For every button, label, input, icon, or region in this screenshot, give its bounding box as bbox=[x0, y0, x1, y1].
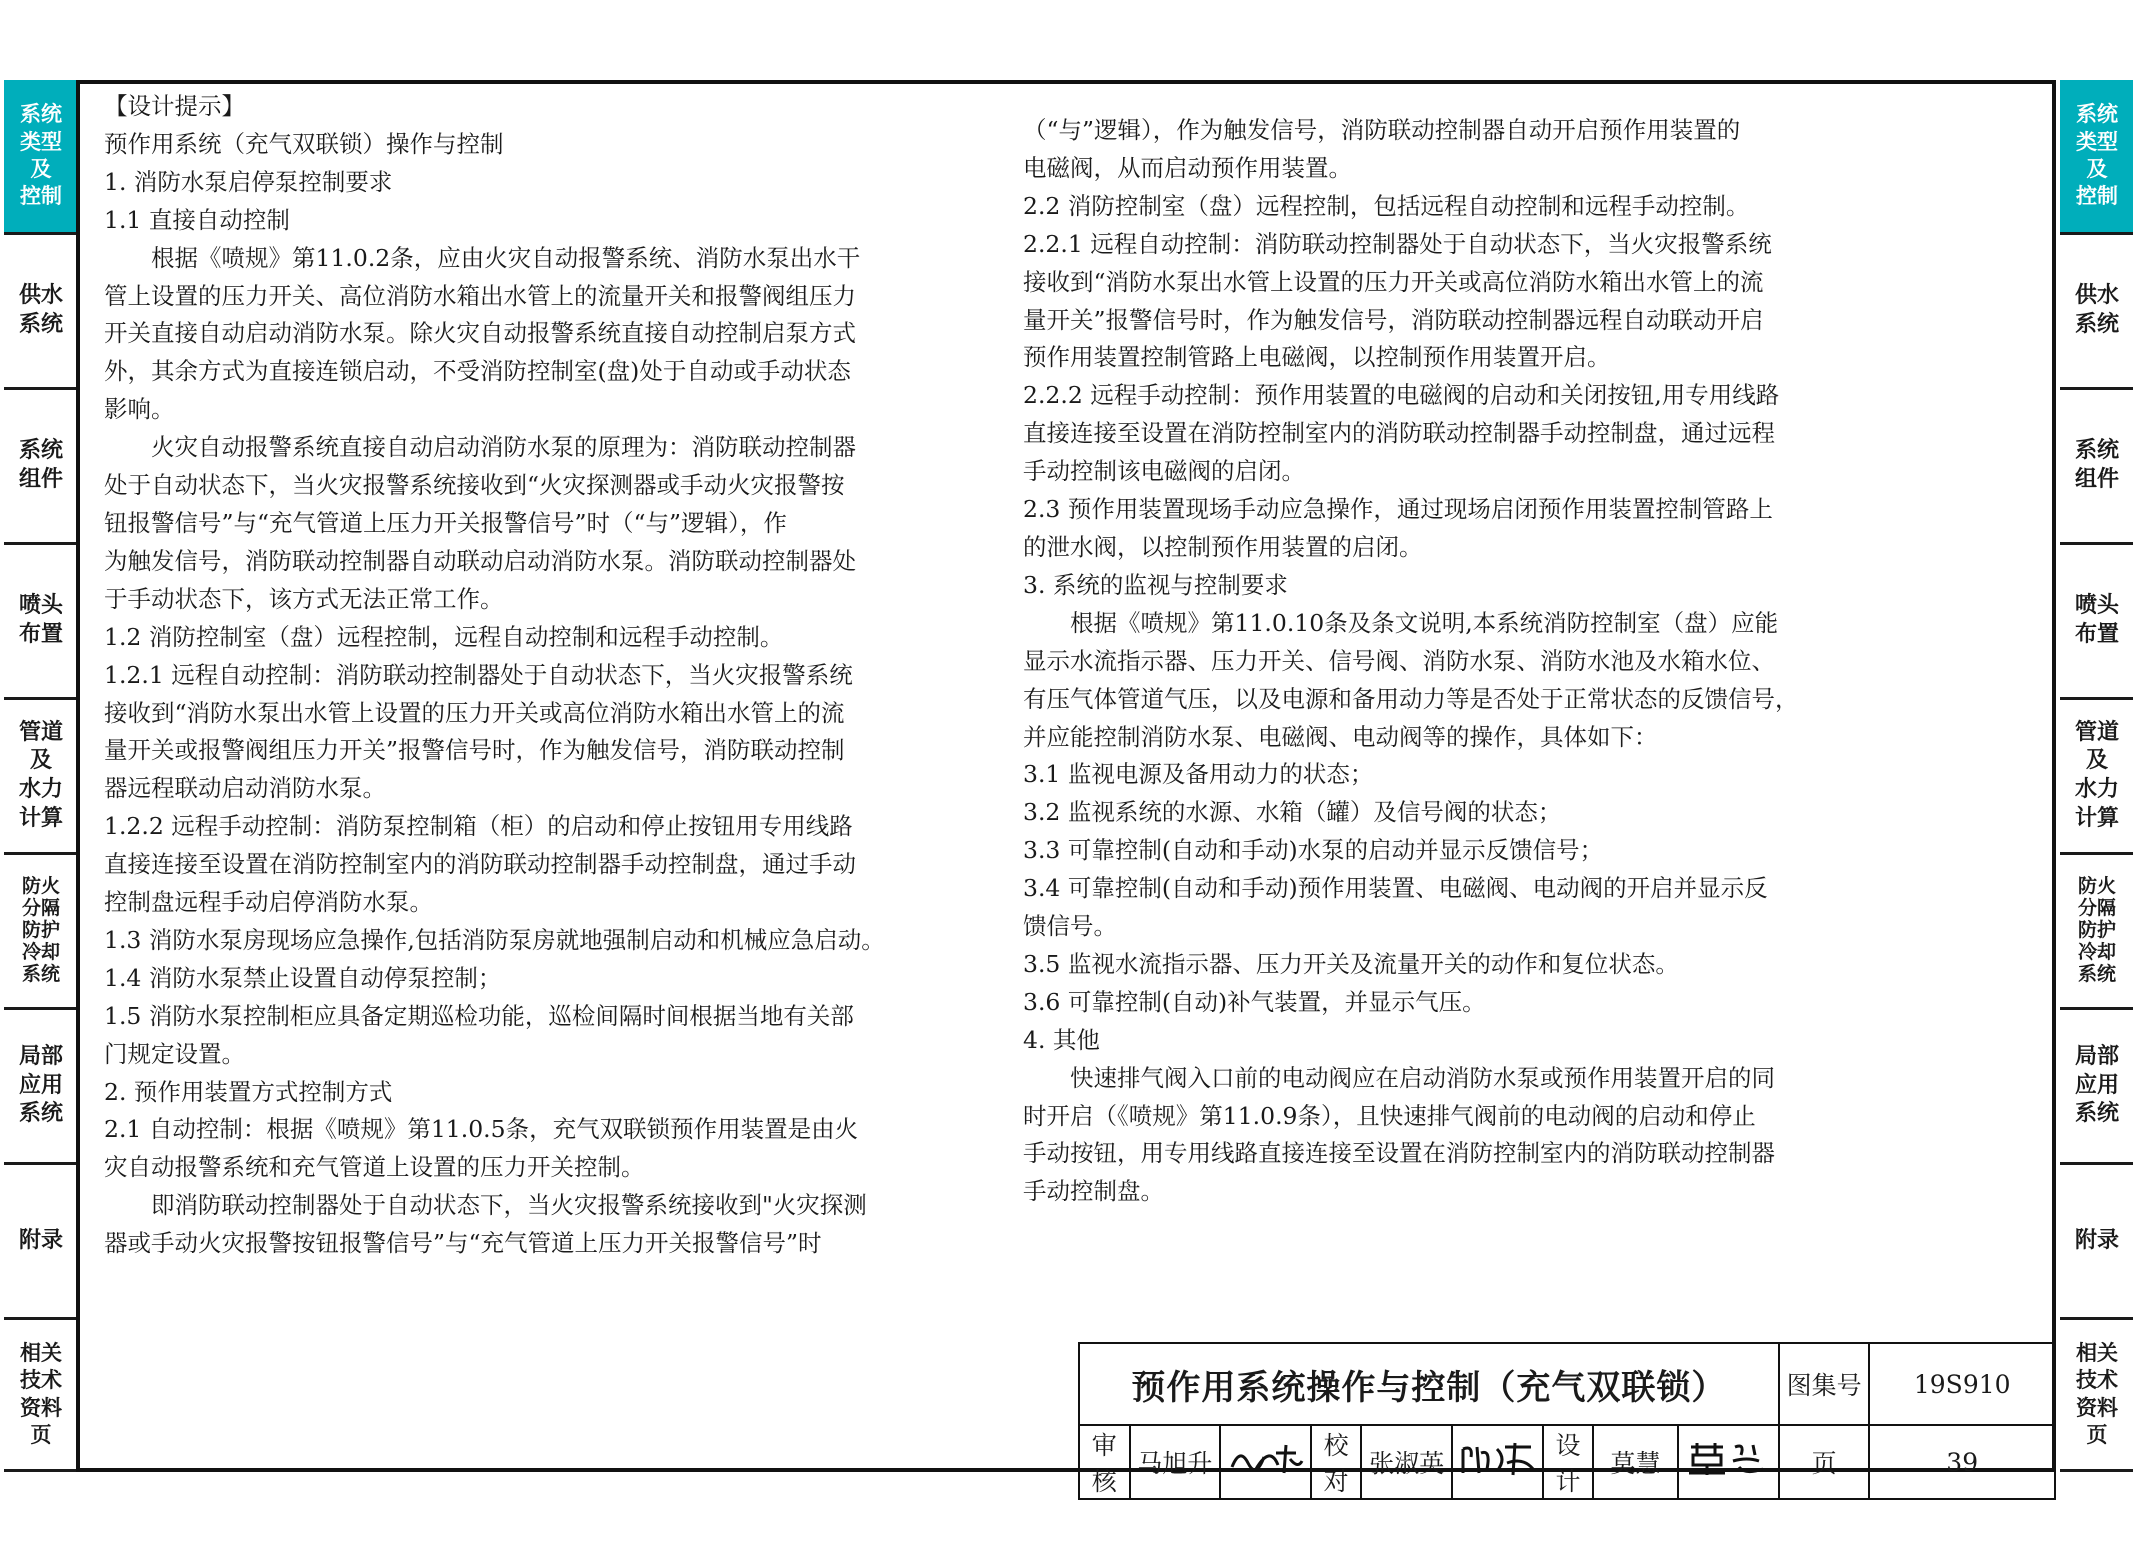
right-nav-tab-5[interactable] bbox=[2060, 855, 2133, 1010]
right-nav-tab-label: 相关 技术 资料 页 bbox=[2076, 1340, 2118, 1447]
left-nav-tab-label: 附录 bbox=[18, 1227, 63, 1253]
right-nav-tab-label: 系统 组件 bbox=[2074, 438, 2119, 492]
reviewer-name: 马旭升 bbox=[1130, 1425, 1221, 1499]
left-nav-tab-6[interactable] bbox=[4, 1010, 78, 1165]
right-nav-tab-3[interactable] bbox=[2060, 545, 2133, 700]
text-line: 控制盘远程手动启停消防水泵。 bbox=[104, 888, 433, 917]
text-line: （“与”逻辑），作为触发信号，消防联动控制器自动开启预作用装置的 bbox=[1023, 116, 1741, 144]
text-line: 根据《喷规》第11.0.2条，应由火灾自动报警系统、消防水泵出水干 bbox=[151, 243, 861, 272]
text-line: 2. 预作用装置方式控制方式 bbox=[104, 1077, 393, 1106]
left-nav-tab-2[interactable] bbox=[4, 390, 78, 545]
left-nav-tab-7[interactable] bbox=[4, 1165, 78, 1320]
left-nav-tab-3[interactable] bbox=[4, 545, 78, 700]
text-line: 快速排气阀入口前的电动阀应在启动消防水泵或预作用装置开启的同 bbox=[1070, 1063, 1775, 1092]
text-line: 处于自动状态下，当火灾报警系统接收到“火灾探测器或手动火灾报警按 bbox=[104, 471, 845, 500]
left-nav-tab-5[interactable] bbox=[4, 855, 78, 1010]
left-nav-tab-label: 防火 分隔 防护 冷却 系统 bbox=[21, 875, 60, 985]
text-line: 预作用装置控制管路上电磁阀，以控制预作用装置开启。 bbox=[1023, 343, 1611, 372]
right-nav-tab-7[interactable] bbox=[2060, 1165, 2133, 1320]
text-line: 2.3 预作用装置现场手动应急操作，通过现场启闭预作用装置控制管路上 bbox=[1023, 495, 1773, 524]
text-line: 1.2 消防控制室（盘）远程控制，远程自动控制和远程手动控制。 bbox=[104, 622, 784, 651]
atlas-label: 图集号 bbox=[1779, 1343, 1870, 1425]
text-line: 4. 其他 bbox=[1023, 1025, 1100, 1054]
text-line: 器远程联动启动消防水泵。 bbox=[104, 774, 386, 803]
text-line: 3.1 监视电源及备用动力的状态； bbox=[1023, 760, 1374, 789]
left-nav-tab-label: 喷头 布置 bbox=[18, 593, 63, 647]
text-line: 钮报警信号”与“充气管道上压力开关报警信号”时（“与”逻辑），作 bbox=[104, 508, 787, 537]
text-line: 接收到“消防水泵出水管上设置的压力开关或高位消防水箱出水管上的流 bbox=[104, 698, 845, 727]
text-line: 量开关或报警阀组压力开关”报警信号时，作为触发信号，消防联动控制 bbox=[104, 736, 845, 765]
text-line: 器或手动火灾报警按钮报警信号”与“充气管道上压力开关报警信号”时 bbox=[104, 1229, 822, 1258]
right-nav-tab-label: 管道 及 水力 计算 bbox=[2074, 719, 2119, 831]
text-line: 2.1 自动控制：根据《喷规》第11.0.5条，充气双联锁预作用装置是由火 bbox=[104, 1115, 859, 1144]
text-line: 【设计提示】 bbox=[104, 92, 245, 120]
text-line: 1.2.2 远程手动控制：消防泵控制箱（柜）的启动和停止按钮用专用线路 bbox=[104, 812, 853, 841]
text-line: 影响。 bbox=[104, 395, 175, 424]
text-line: 直接连接至设置在消防控制室内的消防联动控制器手动控制盘，通过手动 bbox=[104, 850, 856, 879]
text-line: 并应能控制消防水泵、电磁阀、电动阀等的操作，具体如下： bbox=[1023, 722, 1658, 751]
left-nav-tab-label: 管道 及 水力 计算 bbox=[18, 719, 63, 831]
left-nav-tab-label: 局部 应用 系统 bbox=[18, 1044, 63, 1127]
right-nav-tab-label: 供水 系统 bbox=[2074, 283, 2119, 337]
text-line: 开关直接自动启动消防水泵。除火灾自动报警系统直接自动控制启泵方式 bbox=[104, 319, 856, 348]
right-nav-tab-label: 局部 应用 系统 bbox=[2074, 1044, 2119, 1127]
atlas-number: 19S910 bbox=[1869, 1343, 2055, 1425]
text-line: 为触发信号，消防联动控制器自动联动启动消防水泵。消防联动控制器处 bbox=[104, 546, 856, 575]
text-line: 手动按钮，用专用线路直接连接至设置在消防控制室内的消防联动控制器 bbox=[1023, 1139, 1775, 1168]
right-nav-tab-label: 防火 分隔 防护 冷却 系统 bbox=[2077, 875, 2116, 985]
checker-signature-mark bbox=[1457, 1439, 1537, 1479]
text-line: 直接连接至设置在消防控制室内的消防联动控制器手动控制盘，通过远程 bbox=[1023, 419, 1775, 448]
designer-signature bbox=[1678, 1425, 1779, 1499]
page-number: 39 bbox=[1869, 1425, 2055, 1499]
designer-name: 莫慧 bbox=[1593, 1425, 1677, 1499]
right-nav-tab-label: 系统 类型 及 控制 bbox=[2076, 102, 2118, 209]
text-line: 3. 系统的监视与控制要求 bbox=[1023, 570, 1288, 599]
text-line: 3.5 监视水流指示器、压力开关及流量开关的动作和复位状态。 bbox=[1023, 949, 1679, 978]
text-line: 3.3 可靠控制(自动和手动)水泵的启动并显示反馈信号； bbox=[1023, 836, 1604, 865]
left-nav-tab-0[interactable] bbox=[4, 80, 78, 235]
right-nav-tab-1[interactable] bbox=[2060, 235, 2133, 390]
text-line: 1.4 消防水泵禁止设置自动停泵控制； bbox=[104, 963, 502, 992]
check-label: 校对 bbox=[1311, 1425, 1362, 1499]
reviewer-signature bbox=[1220, 1425, 1311, 1499]
right-text-column bbox=[1023, 112, 1963, 1211]
page-label: 页 bbox=[1779, 1425, 1870, 1499]
left-nav bbox=[4, 80, 78, 1472]
text-line: 即消防联动控制器处于自动状态下，当火灾报警系统接收到"火灾探测 bbox=[151, 1191, 867, 1220]
title-block bbox=[1078, 1342, 2056, 1496]
right-nav bbox=[2060, 80, 2133, 1472]
text-line: 2.2 消防控制室（盘）远程控制，包括远程自动控制和远程手动控制。 bbox=[1023, 191, 1750, 220]
drawing-title: 预作用系统操作与控制（充气双联锁） bbox=[1079, 1343, 1779, 1425]
text-line: 3.2 监视系统的水源、水箱（罐）及信号阀的状态； bbox=[1023, 798, 1562, 827]
text-line: 外，其余方式为直接连锁启动，不受消防控制室(盘)处于自动或手动状态 bbox=[104, 357, 851, 386]
right-nav-tab-label: 喷头 布置 bbox=[2074, 593, 2119, 647]
checker-name: 张淑英 bbox=[1361, 1425, 1452, 1499]
right-nav-tab-4[interactable] bbox=[2060, 700, 2133, 855]
right-nav-tab-2[interactable] bbox=[2060, 390, 2133, 545]
text-line: 显示水流指示器、压力开关、信号阀、消防水泵、消防水池及水箱水位、 bbox=[1023, 646, 1775, 675]
text-line: 门规定设置。 bbox=[104, 1039, 245, 1068]
text-line: 预作用系统（充气双联锁）操作与控制 bbox=[104, 129, 504, 158]
text-line: 时开启（《喷规》第11.0.9条），且快速排气阀前的电动阀的启动和停止 bbox=[1023, 1101, 1756, 1130]
text-line: 馈信号。 bbox=[1023, 912, 1117, 941]
left-nav-tab-1[interactable] bbox=[4, 235, 78, 390]
text-line: 管上设置的压力开关、高位消防水箱出水管上的流量开关和报警阀组压力 bbox=[104, 281, 856, 310]
text-line: 1.2.1 远程自动控制：消防联动控制器处于自动状态下，当火灾报警系统 bbox=[104, 660, 853, 689]
text-line: 于手动状态下，该方式无法正常工作。 bbox=[104, 584, 504, 613]
right-nav-tab-6[interactable] bbox=[2060, 1010, 2133, 1165]
left-nav-tab-label: 相关 技术 资料 页 bbox=[20, 1340, 62, 1447]
design-label: 设计 bbox=[1543, 1425, 1594, 1499]
review-label: 审核 bbox=[1079, 1425, 1130, 1499]
left-nav-tab-label: 供水 系统 bbox=[18, 283, 63, 337]
text-line: 1.3 消防水泵房现场应急操作,包括消防泵房就地强制启动和机械应急启动。 bbox=[104, 925, 885, 954]
left-nav-tab-label: 系统 组件 bbox=[18, 438, 63, 492]
text-line: 的泄水阀，以控制预作用装置的启闭。 bbox=[1023, 532, 1423, 561]
text-line: 3.6 可靠控制(自动)补气装置，并显示气压。 bbox=[1023, 987, 1486, 1016]
text-line: 1.1 直接自动控制 bbox=[104, 205, 290, 234]
text-line: 电磁阀，从而启动预作用装置。 bbox=[1023, 153, 1352, 182]
right-nav-tab-0[interactable] bbox=[2060, 80, 2133, 235]
text-line: 量开关”报警信号时，作为触发信号，消防联动控制器远程自动联动开启 bbox=[1023, 305, 1764, 334]
text-line: 根据《喷规》第11.0.10条及条文说明,本系统消防控制室（盘）应能 bbox=[1070, 608, 1779, 637]
text-line: 手动控制盘。 bbox=[1023, 1177, 1164, 1206]
left-text-column bbox=[104, 88, 984, 1263]
checker-signature bbox=[1452, 1425, 1543, 1499]
text-line: 手动控制该电磁阀的启闭。 bbox=[1023, 457, 1305, 486]
right-nav-tab-label: 附录 bbox=[2074, 1227, 2119, 1253]
text-line: 1. 消防水泵启停泵控制要求 bbox=[104, 167, 393, 196]
reviewer-signature-mark bbox=[1226, 1439, 1306, 1479]
left-nav-tab-8[interactable] bbox=[4, 1320, 78, 1472]
text-line: 灾自动报警系统和充气管道上设置的压力开关控制。 bbox=[104, 1153, 645, 1182]
text-line: 接收到“消防水泵出水管上设置的压力开关或高位消防水箱出水管上的流 bbox=[1023, 267, 1764, 296]
text-line: 火灾自动报警系统直接自动启动消防水泵的原理为：消防联动控制器 bbox=[151, 433, 856, 462]
text-line: 3.4 可靠控制(自动和手动)预作用装置、电磁阀、电动阀的开启并显示反 bbox=[1023, 874, 1768, 903]
text-line: 有压气体管道气压，以及电源和备用动力等是否处于正常状态的反馈信号， bbox=[1023, 684, 1799, 713]
left-nav-tab-4[interactable] bbox=[4, 700, 78, 855]
designer-signature-mark bbox=[1683, 1439, 1773, 1479]
text-line: 1.5 消防水泵控制柜应具备定期巡检功能，巡检间隔时间根据当地有关部 bbox=[104, 1001, 854, 1030]
right-nav-tab-8[interactable] bbox=[2060, 1320, 2133, 1472]
left-nav-tab-label: 系统 类型 及 控制 bbox=[20, 102, 62, 209]
text-line: 2.2.1 远程自动控制：消防联动控制器处于自动状态下，当火灾报警系统 bbox=[1023, 229, 1772, 258]
text-line: 2.2.2 远程手动控制：预作用装置的电磁阀的启动和关闭按钮,用专用线路 bbox=[1023, 381, 1780, 410]
